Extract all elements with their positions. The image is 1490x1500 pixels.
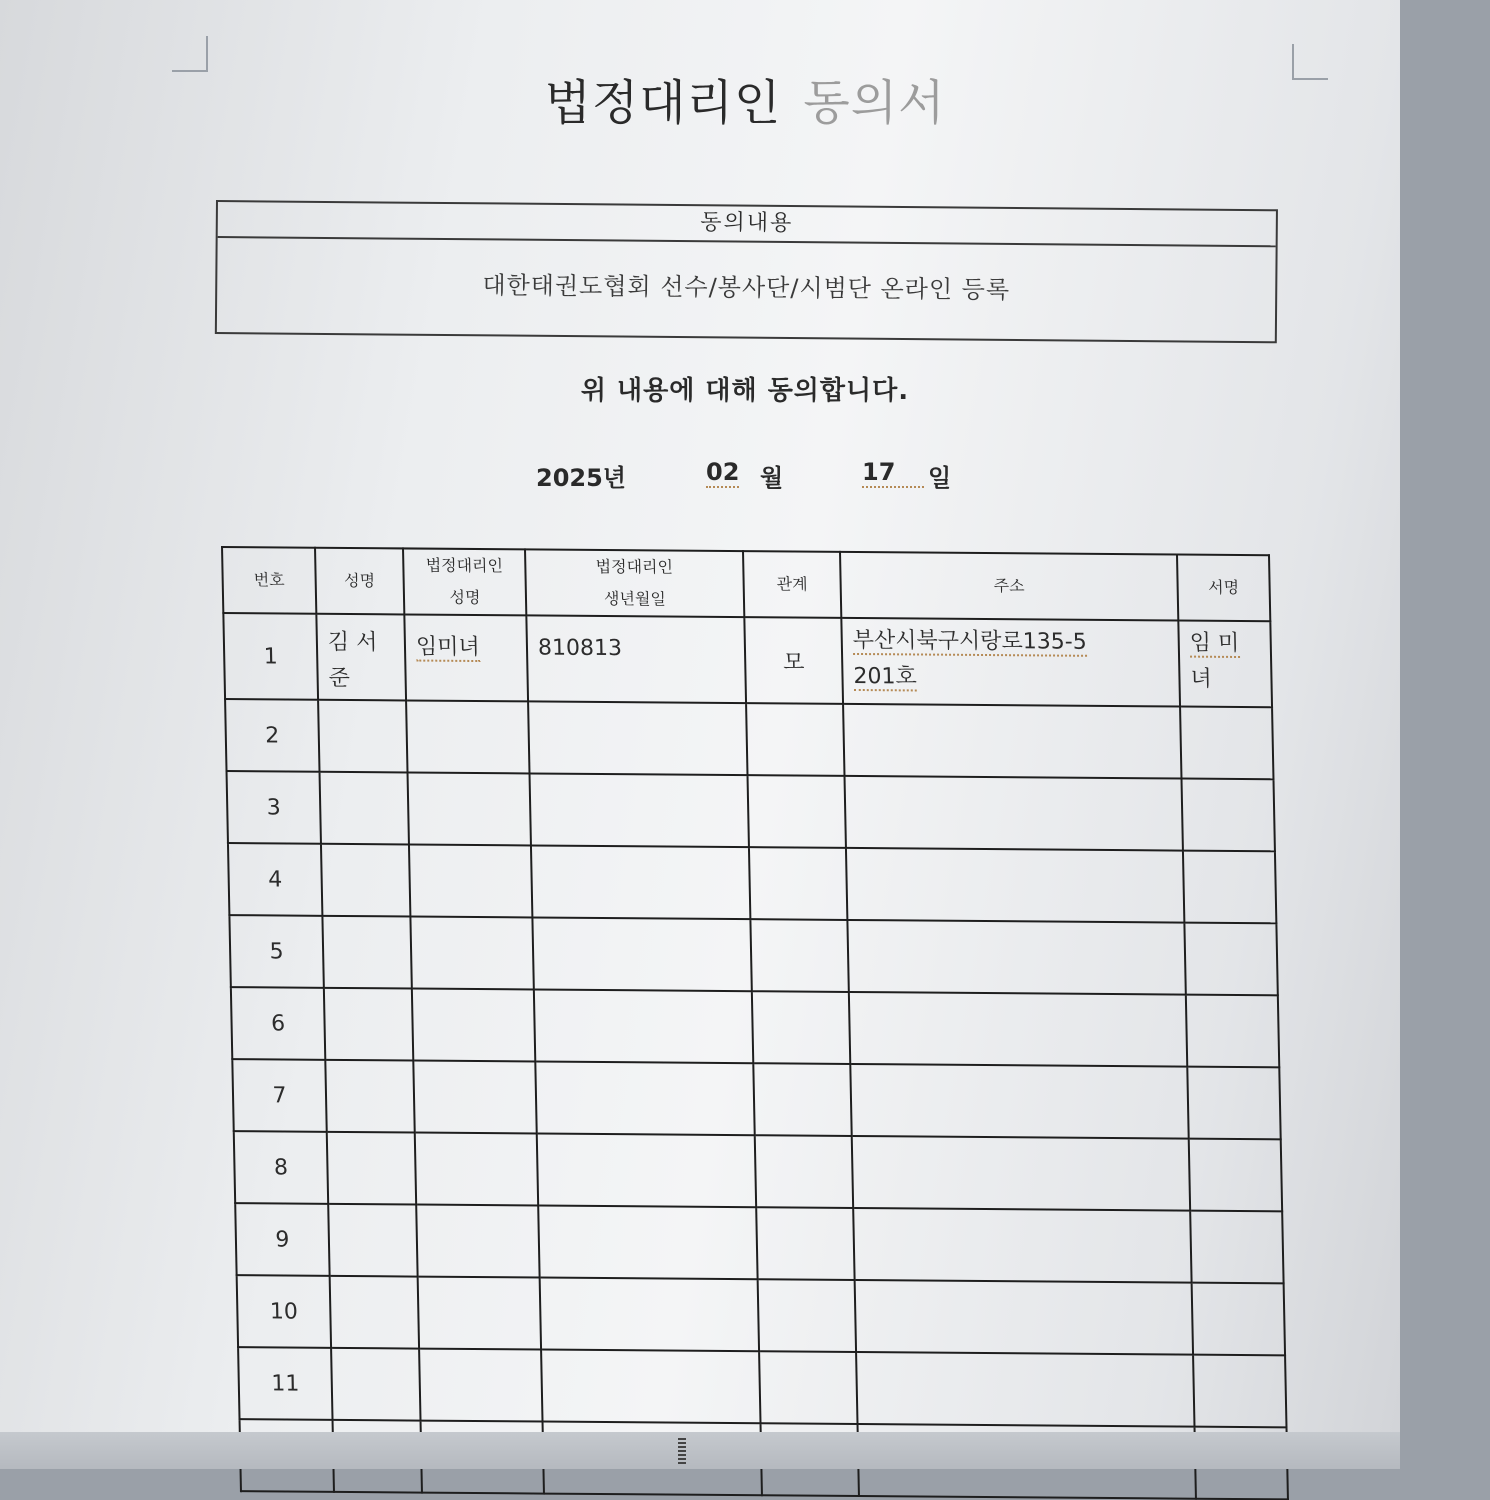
cell-signature[interactable] bbox=[1180, 707, 1273, 780]
date-month[interactable]: 02 bbox=[706, 458, 740, 486]
cell-address[interactable] bbox=[856, 1352, 1194, 1427]
cell-guardian-birth[interactable] bbox=[531, 845, 750, 919]
cell-signature[interactable] bbox=[1193, 1355, 1286, 1428]
cell-signature[interactable] bbox=[1181, 779, 1274, 852]
cell-guardian-birth[interactable] bbox=[537, 1133, 756, 1207]
cell-guardian-name[interactable] bbox=[418, 1277, 541, 1350]
cell-relation[interactable] bbox=[755, 1135, 853, 1208]
table-row bbox=[229, 915, 1277, 995]
cell-no[interactable]: 10 bbox=[237, 1275, 331, 1348]
cell-address[interactable] bbox=[849, 992, 1187, 1067]
header-signature: 서명 bbox=[1177, 555, 1270, 622]
cell-address[interactable] bbox=[850, 1064, 1188, 1139]
date-month-unit: 월 bbox=[760, 464, 784, 492]
cell-guardian-name[interactable] bbox=[413, 1061, 536, 1134]
table-row bbox=[238, 1347, 1286, 1427]
cell-name[interactable] bbox=[322, 916, 411, 989]
cell-guardian-name[interactable] bbox=[415, 1133, 538, 1206]
header-relation: 관계 bbox=[743, 551, 841, 618]
cell-signature[interactable] bbox=[1186, 995, 1279, 1068]
cell-no[interactable]: 4 bbox=[228, 843, 322, 916]
cell-guardian-name[interactable] bbox=[419, 1349, 542, 1422]
date-day[interactable]: 17 bbox=[862, 458, 924, 488]
cell-address[interactable] bbox=[844, 776, 1182, 851]
cell-name[interactable] bbox=[316, 614, 406, 701]
cell-relation[interactable] bbox=[759, 1351, 857, 1424]
table-row bbox=[228, 843, 1276, 923]
cell-signature[interactable] bbox=[1189, 1139, 1282, 1212]
table-row bbox=[223, 613, 1272, 707]
cell-address[interactable] bbox=[841, 618, 1180, 707]
consent-header[interactable]: 동의내용 bbox=[218, 202, 1276, 247]
cell-relation[interactable] bbox=[756, 1207, 854, 1280]
cell-guardian-birth[interactable] bbox=[540, 1278, 759, 1352]
table-row bbox=[232, 1059, 1280, 1139]
cell-name[interactable] bbox=[328, 1204, 417, 1277]
cell-address[interactable] bbox=[852, 1136, 1190, 1211]
cell-address[interactable] bbox=[855, 1280, 1193, 1355]
cell-address[interactable] bbox=[846, 848, 1184, 923]
cell-signature[interactable] bbox=[1187, 1067, 1280, 1140]
title-main[interactable]: 법정대리인 bbox=[544, 75, 782, 131]
cell-relation[interactable] bbox=[750, 919, 848, 992]
cell-guardian-birth[interactable] bbox=[534, 989, 753, 1063]
cell-guardian-name[interactable] bbox=[416, 1205, 539, 1278]
cell-signature[interactable] bbox=[1184, 923, 1277, 996]
header-name: 성명 bbox=[315, 548, 404, 615]
table-header-row bbox=[222, 547, 1270, 621]
cell-name-line1: 김 서 bbox=[327, 629, 378, 656]
resize-grip-icon[interactable] bbox=[678, 1438, 686, 1466]
cell-address-line2: 201호 bbox=[853, 664, 917, 692]
cell-guardian-name[interactable] bbox=[408, 772, 531, 845]
empty-rows bbox=[225, 699, 1288, 1499]
cell-no[interactable]: 7 bbox=[232, 1059, 326, 1132]
cell-relation[interactable] bbox=[748, 775, 846, 848]
cell-relation[interactable] bbox=[758, 1279, 856, 1352]
cell-address[interactable] bbox=[847, 920, 1185, 995]
cell-signature[interactable] bbox=[1183, 851, 1276, 924]
table-row bbox=[227, 771, 1275, 851]
header-guardian-name-line1: 법정대리인 bbox=[425, 555, 504, 576]
cell-signature[interactable] bbox=[1192, 1283, 1285, 1356]
cell-guardian-birth[interactable] bbox=[535, 1061, 754, 1135]
cell-no[interactable]: 11 bbox=[238, 1347, 332, 1420]
guardian-table bbox=[221, 546, 1289, 1500]
cell-relation[interactable] bbox=[752, 991, 850, 1064]
cell-guardian-name[interactable] bbox=[404, 614, 528, 701]
cell-name-line2: 준 bbox=[328, 665, 351, 692]
header-guardian-name bbox=[403, 548, 526, 615]
cell-relation[interactable] bbox=[753, 1063, 851, 1136]
cell-name[interactable] bbox=[321, 844, 410, 917]
cell-no[interactable]: 5 bbox=[229, 915, 323, 988]
cell-guardian-name[interactable] bbox=[412, 989, 535, 1062]
cell-no[interactable]: 9 bbox=[235, 1203, 329, 1276]
document-title[interactable] bbox=[0, 64, 1490, 133]
cell-signature[interactable] bbox=[1178, 621, 1272, 708]
cell-name[interactable] bbox=[318, 700, 407, 773]
date-year[interactable]: 2025년 bbox=[536, 464, 626, 492]
cell-guardian-name[interactable] bbox=[406, 700, 529, 773]
cell-signature-line1: 임 미 bbox=[1190, 631, 1240, 658]
cell-guardian-birth[interactable] bbox=[528, 701, 747, 775]
cell-name[interactable] bbox=[330, 1276, 419, 1349]
cell-no[interactable]: 3 bbox=[227, 771, 321, 844]
cell-signature[interactable] bbox=[1190, 1211, 1283, 1284]
cell-address[interactable] bbox=[843, 704, 1181, 779]
cell-relation[interactable] bbox=[746, 703, 844, 776]
agreement-statement[interactable]: 위 내용에 대해 동의합니다. bbox=[580, 376, 910, 406]
table-row bbox=[235, 1203, 1283, 1283]
cell-guardian-name[interactable] bbox=[410, 916, 533, 989]
status-bar bbox=[0, 1432, 1400, 1469]
cell-guardian-birth[interactable] bbox=[532, 917, 751, 991]
date-day-unit: 일 bbox=[928, 464, 952, 492]
cell-name[interactable] bbox=[327, 1132, 416, 1205]
cell-no[interactable]: 6 bbox=[231, 987, 325, 1060]
cell-guardian-name[interactable] bbox=[409, 844, 532, 917]
cell-relation[interactable] bbox=[749, 847, 847, 920]
cell-no[interactable]: 8 bbox=[234, 1131, 328, 1204]
header-guardian-birth-line2: 생년월일 bbox=[603, 589, 667, 609]
header-no: 번호 bbox=[222, 547, 316, 614]
table-row bbox=[237, 1275, 1285, 1355]
header-address: 주소 bbox=[840, 552, 1178, 621]
table-row bbox=[225, 699, 1273, 779]
table-row bbox=[234, 1131, 1282, 1211]
cell-guardian-birth[interactable]: 810813 bbox=[526, 615, 746, 703]
cell-signature-line2: 녀 bbox=[1190, 666, 1213, 692]
cell-name[interactable] bbox=[325, 1060, 414, 1133]
cell-guardian-birth[interactable] bbox=[538, 1206, 757, 1280]
cell-address[interactable] bbox=[853, 1208, 1191, 1283]
cell-no[interactable]: 2 bbox=[225, 699, 319, 772]
date-line bbox=[0, 458, 1400, 498]
cell-name[interactable] bbox=[320, 772, 409, 845]
cell-relation[interactable]: 모 bbox=[744, 617, 843, 704]
title-faded[interactable]: 동의서 bbox=[803, 75, 946, 131]
cell-guardian-birth[interactable] bbox=[541, 1350, 760, 1424]
cell-name[interactable] bbox=[324, 988, 413, 1061]
cell-guardian-name-text: 임미녀 bbox=[416, 635, 480, 663]
cell-no[interactable]: 1 bbox=[223, 613, 318, 700]
table-row bbox=[231, 987, 1279, 1067]
cell-name[interactable] bbox=[331, 1348, 420, 1421]
header-guardian-name-line2: 성명 bbox=[449, 587, 481, 608]
consent-box bbox=[215, 200, 1278, 343]
header-guardian-birth-line1: 법정대리인 bbox=[595, 556, 674, 577]
cell-address-line1: 부산시북구시랑로135-5 bbox=[853, 628, 1087, 657]
consent-content[interactable]: 대한태권도협회 선수/봉사단/시범단 온라인 등록 bbox=[482, 271, 1011, 304]
header-guardian-birth bbox=[525, 549, 744, 617]
cell-guardian-birth[interactable] bbox=[530, 773, 749, 847]
